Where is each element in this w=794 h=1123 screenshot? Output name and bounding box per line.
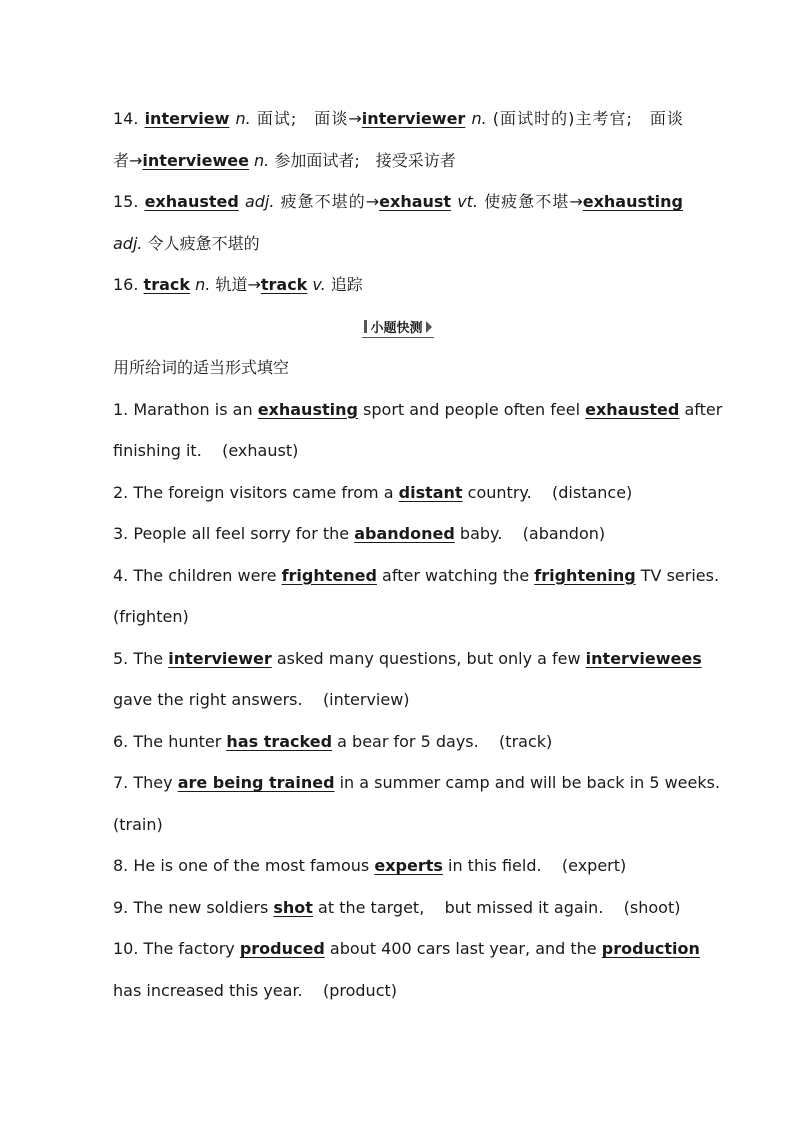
exercise-number: 2. [113,482,129,502]
item-number: 14. [113,109,139,128]
derived-word: interviewer [361,109,466,128]
meaning: 参加面试者; 接受采访者 [274,150,456,170]
answer-blank: abandoned [354,524,455,543]
answer-blank: exhausting [257,399,358,419]
meaning: 者 [113,150,130,170]
word-hint: (shoot) [623,897,681,917]
exercise-1-line2 [113,430,683,472]
exercise-10-line2 [113,970,683,1012]
exercise-number: 6. [113,731,129,751]
answer-blank: interviewees [585,648,702,668]
exercise-text: The foreign visitors came from a [133,482,394,502]
arrow: → [569,192,583,211]
exercise-text: TV series. [640,565,720,585]
meaning: 面试; 面谈 [256,109,349,128]
exercise-text: has increased this year. [113,980,303,1000]
word-hint: (interview) [322,690,410,709]
exercise-text: finishing it. [113,441,202,460]
answer-blank: frightening [534,565,636,585]
answer-blank: shot [273,897,313,917]
part-of-speech: vt. [457,192,479,211]
exercise-text: at the target, [318,897,425,917]
word-hint: (train) [113,814,163,834]
arrow: → [348,109,362,128]
exercise-number: 8. [113,856,129,875]
exercise-text: Marathon is an [133,399,253,419]
part-of-speech: n. [471,109,487,128]
badge-bar-icon [364,320,367,333]
exercise-text: but missed it again. [444,897,604,917]
section-badge-box [362,320,433,338]
exercise-7-line1 [113,762,721,804]
exercise-number: 3. [113,524,129,543]
derived-word: exhaust [379,192,452,211]
exercise-text: asked many questions, [276,648,462,668]
exercise-text: They [133,773,173,792]
word-hint: (frighten) [113,607,189,626]
part-of-speech: n. [195,275,211,294]
exercise-3 [113,513,683,555]
meaning: 令人疲惫不堪的 [147,233,260,253]
exercise-text: a bear for 5 days. [337,731,479,751]
item-number: 15. [113,192,139,211]
exercise-text: He is one of the most famous [133,856,370,875]
exercise-number: 1. [113,399,129,419]
exercise-5-line1 [113,638,702,680]
exercise-text: gave the right answers. [113,690,303,709]
vocab-word: track [143,275,191,294]
meaning: 疲惫不堪的 [280,192,366,211]
word-hint: (distance) [552,482,633,502]
exercise-6 [113,721,683,763]
badge-triangle-icon [426,321,432,333]
exercise-number: 5. [113,648,129,668]
exercise-text: and the [535,939,597,958]
exercise-1-line1 [113,389,723,431]
answer-blank: frightened [281,565,377,585]
answer-blank: exhausted [585,399,680,419]
part-of-speech: v. [312,275,326,294]
exercise-4-line2 [113,596,683,638]
arrow: → [247,275,261,294]
exercise-number: 7. [113,773,129,792]
answer-blank: produced [239,939,325,958]
meaning: 追踪 [330,275,363,294]
exercise-text: The factory [143,939,235,958]
exercise-text: sport and people often feel [363,399,581,419]
word-hint: (track) [499,731,553,751]
word-hint: (expert) [561,856,627,875]
meaning: 轨道 [215,275,248,294]
arrow: → [365,192,380,211]
arrow: → [129,150,143,170]
exercise-number: 4. [113,565,129,585]
exercise-text: but only a few [466,648,581,668]
instruction: 用所给词的适当形式填空 [113,358,290,377]
vocab-word: interview [144,109,230,128]
exercise-text: People all feel sorry for the [133,524,350,543]
part-of-speech: n. [235,109,251,128]
derived-word: interviewee [142,150,249,170]
item-number: 16. [113,275,139,294]
exercise-5-line2 [113,679,683,721]
vocab-item-15-line2 [113,223,683,265]
exercise-text: in this field. [448,856,542,875]
word-hint: (abandon) [522,524,606,543]
exercise-text: country. [467,482,532,502]
part-of-speech: adj. [113,233,143,253]
exercise-4-line1 [113,555,720,597]
vocab-item-15-line1 [113,181,683,223]
word-hint: (product) [322,980,398,1000]
exercise-8 [113,845,683,887]
exercise-text: baby. [459,524,503,543]
vocab-word: exhausted [144,192,239,211]
exercise-number: 10. [113,939,139,958]
answer-blank: interviewer [168,648,272,668]
exercise-9 [113,887,683,929]
exercise-2 [113,472,683,514]
part-of-speech: adj. [244,192,275,211]
exercise-text: after [684,399,723,419]
exercise-text: The new soldiers [133,897,269,917]
derived-word: track [260,275,308,294]
answer-blank: distant [398,482,463,502]
answer-blank: production [601,939,700,958]
exercise-text: The [133,648,164,668]
section-badge [113,306,683,348]
exercise-7-line2 [113,804,683,846]
word-hint: (exhaust) [222,441,299,460]
exercise-number: 9. [113,897,129,917]
exercise-text: The children were [133,565,277,585]
answer-blank: experts [374,856,443,875]
derived-word: exhausting [582,192,683,211]
exercise-10-line1 [113,928,700,970]
answer-blank: are being trained [177,773,335,792]
part-of-speech: n. [254,150,270,170]
meaning: 使疲惫不堪 [484,192,570,211]
exercise-text: about 400 cars last year, [329,939,531,958]
section-badge-label: 小题快测 [370,320,423,336]
answer-blank: has tracked [226,731,333,751]
exercise-text: in a summer camp and will be back in 5 weeks. [339,773,721,792]
vocab-item-16 [113,264,683,306]
document-content [113,98,723,1011]
exercise-text: after watching the [382,565,530,585]
vocab-item-14-line1 [113,98,683,140]
exercise-text: The hunter [133,731,222,751]
meaning: (面试时的)主考官; 面谈 [492,109,683,128]
vocab-item-14-line2 [113,140,683,182]
